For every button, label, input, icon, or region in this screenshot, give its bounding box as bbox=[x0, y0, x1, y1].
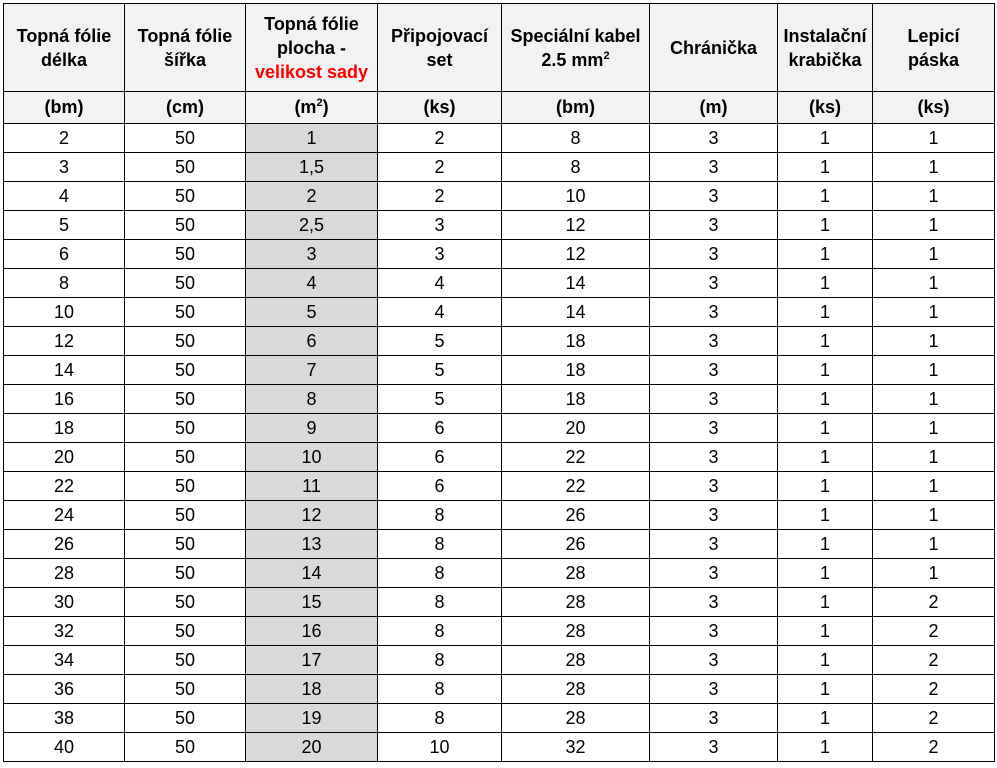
cell-foil-area: 10 bbox=[246, 443, 378, 472]
cell-foil-area: 7 bbox=[246, 356, 378, 385]
kit-specification-table bbox=[3, 3, 995, 762]
cell-foil-width: 50 bbox=[125, 704, 246, 733]
header-foil-length bbox=[4, 4, 125, 92]
cell-conduit: 3 bbox=[650, 182, 778, 211]
header-installation-box-line2: krabička bbox=[788, 49, 862, 70]
cell-installation-box: 1 bbox=[778, 646, 873, 675]
cell-adhesive-tape: 1 bbox=[873, 356, 995, 385]
cell-adhesive-tape: 1 bbox=[873, 472, 995, 501]
cell-foil-width: 50 bbox=[125, 211, 246, 240]
header-conduit bbox=[650, 4, 778, 92]
cell-foil-area: 4 bbox=[246, 269, 378, 298]
cell-special-cable: 28 bbox=[502, 617, 650, 646]
cell-connection-set: 10 bbox=[378, 733, 502, 762]
cell-foil-area: 20 bbox=[246, 733, 378, 762]
cell-conduit: 3 bbox=[650, 211, 778, 240]
cell-adhesive-tape: 1 bbox=[873, 443, 995, 472]
cell-connection-set: 5 bbox=[378, 327, 502, 356]
cell-connection-set: 3 bbox=[378, 211, 502, 240]
cell-adhesive-tape: 1 bbox=[873, 269, 995, 298]
cell-foil-width: 50 bbox=[125, 385, 246, 414]
cell-special-cable: 26 bbox=[502, 501, 650, 530]
cell-special-cable: 20 bbox=[502, 414, 650, 443]
header-special-cable-line2 bbox=[502, 48, 649, 72]
cell-adhesive-tape: 2 bbox=[873, 617, 995, 646]
cell-foil-length: 3 bbox=[4, 153, 125, 182]
cell-foil-length: 26 bbox=[4, 530, 125, 559]
cell-foil-area: 15 bbox=[246, 588, 378, 617]
cell-foil-length: 4 bbox=[4, 182, 125, 211]
table-row bbox=[4, 182, 995, 211]
cell-conduit: 3 bbox=[650, 153, 778, 182]
cell-conduit: 3 bbox=[650, 588, 778, 617]
cell-conduit: 3 bbox=[650, 443, 778, 472]
cell-conduit: 3 bbox=[650, 559, 778, 588]
header-installation-box-line1: Instalační bbox=[783, 25, 867, 46]
header-foil-area-kit-size: velikost sady bbox=[254, 61, 369, 82]
header-foil-width bbox=[125, 4, 246, 92]
header-foil-length-line2: délka bbox=[40, 49, 88, 70]
table-row bbox=[4, 211, 995, 240]
cell-conduit: 3 bbox=[650, 327, 778, 356]
cell-special-cable: 14 bbox=[502, 298, 650, 327]
cell-connection-set: 5 bbox=[378, 385, 502, 414]
cell-foil-area: 2,5 bbox=[246, 211, 378, 240]
cell-adhesive-tape: 2 bbox=[873, 675, 995, 704]
cell-installation-box: 1 bbox=[778, 327, 873, 356]
table-row bbox=[4, 559, 995, 588]
header-conduit-line1: Chránička bbox=[669, 37, 758, 58]
table-row bbox=[4, 124, 995, 153]
cell-special-cable: 12 bbox=[502, 240, 650, 269]
cell-connection-set: 8 bbox=[378, 588, 502, 617]
header-special-cable bbox=[502, 4, 650, 92]
cell-connection-set: 4 bbox=[378, 298, 502, 327]
cell-foil-area: 9 bbox=[246, 414, 378, 443]
cell-installation-box: 1 bbox=[778, 298, 873, 327]
cell-installation-box: 1 bbox=[778, 182, 873, 211]
cell-adhesive-tape: 1 bbox=[873, 153, 995, 182]
cell-special-cable: 8 bbox=[502, 153, 650, 182]
cell-foil-width: 50 bbox=[125, 327, 246, 356]
cell-foil-length: 8 bbox=[4, 269, 125, 298]
cell-foil-width: 50 bbox=[125, 356, 246, 385]
cell-conduit: 3 bbox=[650, 356, 778, 385]
cell-adhesive-tape: 1 bbox=[873, 182, 995, 211]
cell-foil-area: 6 bbox=[246, 327, 378, 356]
cell-adhesive-tape: 1 bbox=[873, 385, 995, 414]
cell-foil-width: 50 bbox=[125, 298, 246, 327]
cell-special-cable: 28 bbox=[502, 559, 650, 588]
cell-connection-set: 4 bbox=[378, 269, 502, 298]
cell-foil-width: 50 bbox=[125, 675, 246, 704]
cell-foil-length: 6 bbox=[4, 240, 125, 269]
table-row bbox=[4, 443, 995, 472]
units-row bbox=[4, 92, 995, 124]
cell-special-cable: 22 bbox=[502, 443, 650, 472]
cell-foil-width: 50 bbox=[125, 588, 246, 617]
unit-foil-area-exponent: 2 bbox=[316, 97, 323, 109]
cell-foil-length: 28 bbox=[4, 559, 125, 588]
cell-connection-set: 6 bbox=[378, 414, 502, 443]
cell-foil-width: 50 bbox=[125, 559, 246, 588]
cell-installation-box: 1 bbox=[778, 733, 873, 762]
cell-foil-area: 13 bbox=[246, 530, 378, 559]
unit-foil-area-base: (m bbox=[294, 97, 317, 117]
header-connection-set-line1: Připojovací bbox=[390, 25, 489, 46]
cell-connection-set: 8 bbox=[378, 646, 502, 675]
cell-adhesive-tape: 2 bbox=[873, 733, 995, 762]
table-row bbox=[4, 327, 995, 356]
cell-special-cable: 18 bbox=[502, 356, 650, 385]
unit-installation-box: (ks) bbox=[778, 92, 873, 124]
cell-foil-width: 50 bbox=[125, 646, 246, 675]
cell-conduit: 3 bbox=[650, 733, 778, 762]
cell-installation-box: 1 bbox=[778, 588, 873, 617]
header-adhesive-tape-line1: Lepicí bbox=[907, 25, 960, 46]
table-row bbox=[4, 501, 995, 530]
cell-foil-length: 30 bbox=[4, 588, 125, 617]
cell-foil-length: 24 bbox=[4, 501, 125, 530]
cell-special-cable: 18 bbox=[502, 385, 650, 414]
cell-installation-box: 1 bbox=[778, 211, 873, 240]
header-special-cable-line1: Speciální kabel bbox=[510, 25, 641, 46]
cell-connection-set: 8 bbox=[378, 501, 502, 530]
table-row bbox=[4, 617, 995, 646]
cell-foil-area: 1,5 bbox=[246, 153, 378, 182]
cell-connection-set: 8 bbox=[378, 559, 502, 588]
cell-installation-box: 1 bbox=[778, 472, 873, 501]
cell-foil-area: 19 bbox=[246, 704, 378, 733]
cell-conduit: 3 bbox=[650, 269, 778, 298]
header-connection-set bbox=[378, 4, 502, 92]
table-header bbox=[4, 4, 995, 124]
cell-installation-box: 1 bbox=[778, 530, 873, 559]
cell-connection-set: 8 bbox=[378, 617, 502, 646]
cell-foil-width: 50 bbox=[125, 443, 246, 472]
cell-connection-set: 6 bbox=[378, 443, 502, 472]
cell-foil-width: 50 bbox=[125, 530, 246, 559]
cell-foil-length: 12 bbox=[4, 327, 125, 356]
cell-special-cable: 26 bbox=[502, 530, 650, 559]
cell-foil-width: 50 bbox=[125, 269, 246, 298]
cell-special-cable: 28 bbox=[502, 675, 650, 704]
cell-conduit: 3 bbox=[650, 617, 778, 646]
cell-foil-area: 11 bbox=[246, 472, 378, 501]
cell-foil-area: 14 bbox=[246, 559, 378, 588]
unit-foil-width: (cm) bbox=[125, 92, 246, 124]
cell-adhesive-tape: 1 bbox=[873, 559, 995, 588]
cell-foil-area: 5 bbox=[246, 298, 378, 327]
header-special-cable-size: 2.5 mm bbox=[541, 49, 604, 70]
table-row bbox=[4, 675, 995, 704]
unit-conduit: (m) bbox=[650, 92, 778, 124]
cell-conduit: 3 bbox=[650, 675, 778, 704]
table-row bbox=[4, 385, 995, 414]
cell-installation-box: 1 bbox=[778, 501, 873, 530]
cell-installation-box: 1 bbox=[778, 559, 873, 588]
table-row bbox=[4, 356, 995, 385]
unit-special-cable: (bm) bbox=[502, 92, 650, 124]
header-adhesive-tape-line2: páska bbox=[907, 49, 960, 70]
header-foil-width-line2: šířka bbox=[163, 49, 207, 70]
cell-foil-area: 8 bbox=[246, 385, 378, 414]
cell-adhesive-tape: 2 bbox=[873, 646, 995, 675]
cell-installation-box: 1 bbox=[778, 704, 873, 733]
cell-special-cable: 18 bbox=[502, 327, 650, 356]
cell-connection-set: 3 bbox=[378, 240, 502, 269]
cell-installation-box: 1 bbox=[778, 443, 873, 472]
cell-conduit: 3 bbox=[650, 298, 778, 327]
cell-special-cable: 28 bbox=[502, 646, 650, 675]
cell-foil-width: 50 bbox=[125, 124, 246, 153]
cell-adhesive-tape: 1 bbox=[873, 240, 995, 269]
cell-foil-width: 50 bbox=[125, 501, 246, 530]
cell-foil-area: 18 bbox=[246, 675, 378, 704]
cell-foil-length: 14 bbox=[4, 356, 125, 385]
cell-special-cable: 8 bbox=[502, 124, 650, 153]
header-foil-width-line1: Topná fólie bbox=[137, 25, 233, 46]
table-row bbox=[4, 240, 995, 269]
table-row bbox=[4, 414, 995, 443]
header-foil-area bbox=[246, 4, 378, 92]
cell-installation-box: 1 bbox=[778, 153, 873, 182]
cell-foil-area: 16 bbox=[246, 617, 378, 646]
unit-foil-area-close: ) bbox=[322, 97, 329, 117]
cell-conduit: 3 bbox=[650, 414, 778, 443]
cell-foil-length: 18 bbox=[4, 414, 125, 443]
cell-installation-box: 1 bbox=[778, 356, 873, 385]
cell-installation-box: 1 bbox=[778, 124, 873, 153]
header-foil-length-line1: Topná fólie bbox=[16, 25, 112, 46]
table-row bbox=[4, 298, 995, 327]
cell-adhesive-tape: 1 bbox=[873, 327, 995, 356]
cell-conduit: 3 bbox=[650, 240, 778, 269]
cell-foil-width: 50 bbox=[125, 182, 246, 211]
cell-conduit: 3 bbox=[650, 530, 778, 559]
cell-connection-set: 8 bbox=[378, 675, 502, 704]
unit-foil-length: (bm) bbox=[4, 92, 125, 124]
cell-foil-length: 38 bbox=[4, 704, 125, 733]
cell-conduit: 3 bbox=[650, 472, 778, 501]
unit-foil-area bbox=[246, 92, 378, 124]
cell-foil-length: 20 bbox=[4, 443, 125, 472]
cell-connection-set: 8 bbox=[378, 530, 502, 559]
cell-special-cable: 22 bbox=[502, 472, 650, 501]
table-row bbox=[4, 646, 995, 675]
cell-adhesive-tape: 1 bbox=[873, 298, 995, 327]
cell-foil-length: 2 bbox=[4, 124, 125, 153]
cell-foil-length: 10 bbox=[4, 298, 125, 327]
cell-adhesive-tape: 1 bbox=[873, 501, 995, 530]
cell-conduit: 3 bbox=[650, 385, 778, 414]
header-foil-area-line1: Topná fólie bbox=[264, 13, 359, 34]
cell-installation-box: 1 bbox=[778, 269, 873, 298]
cell-foil-width: 50 bbox=[125, 733, 246, 762]
cell-connection-set: 8 bbox=[378, 704, 502, 733]
cell-special-cable: 10 bbox=[502, 182, 650, 211]
header-foil-area-line2: plocha - bbox=[276, 37, 346, 58]
cell-foil-area: 2 bbox=[246, 182, 378, 211]
cell-installation-box: 1 bbox=[778, 617, 873, 646]
cell-foil-width: 50 bbox=[125, 414, 246, 443]
cell-conduit: 3 bbox=[650, 501, 778, 530]
cell-foil-area: 17 bbox=[246, 646, 378, 675]
table-row bbox=[4, 704, 995, 733]
header-adhesive-tape bbox=[873, 4, 995, 92]
cell-installation-box: 1 bbox=[778, 414, 873, 443]
cell-special-cable: 12 bbox=[502, 211, 650, 240]
cell-foil-area: 3 bbox=[246, 240, 378, 269]
cell-adhesive-tape: 2 bbox=[873, 588, 995, 617]
cell-foil-width: 50 bbox=[125, 240, 246, 269]
cell-connection-set: 6 bbox=[378, 472, 502, 501]
cell-adhesive-tape: 1 bbox=[873, 530, 995, 559]
cell-foil-width: 50 bbox=[125, 153, 246, 182]
cell-foil-width: 50 bbox=[125, 472, 246, 501]
table-row bbox=[4, 153, 995, 182]
cell-connection-set: 5 bbox=[378, 356, 502, 385]
cell-connection-set: 2 bbox=[378, 182, 502, 211]
table-row bbox=[4, 588, 995, 617]
cell-adhesive-tape: 1 bbox=[873, 124, 995, 153]
cell-special-cable: 28 bbox=[502, 588, 650, 617]
table-row bbox=[4, 530, 995, 559]
header-special-cable-exponent: 2 bbox=[603, 49, 610, 62]
header-connection-set-line2: set bbox=[426, 49, 453, 70]
unit-adhesive-tape: (ks) bbox=[873, 92, 995, 124]
unit-connection-set: (ks) bbox=[378, 92, 502, 124]
table-body bbox=[4, 124, 995, 762]
cell-connection-set: 2 bbox=[378, 153, 502, 182]
table-row bbox=[4, 269, 995, 298]
cell-foil-width: 50 bbox=[125, 617, 246, 646]
table-row bbox=[4, 472, 995, 501]
cell-special-cable: 28 bbox=[502, 704, 650, 733]
cell-special-cable: 14 bbox=[502, 269, 650, 298]
cell-foil-area: 12 bbox=[246, 501, 378, 530]
header-installation-box bbox=[778, 4, 873, 92]
cell-special-cable: 32 bbox=[502, 733, 650, 762]
cell-conduit: 3 bbox=[650, 704, 778, 733]
cell-foil-length: 22 bbox=[4, 472, 125, 501]
cell-installation-box: 1 bbox=[778, 675, 873, 704]
cell-foil-length: 34 bbox=[4, 646, 125, 675]
cell-foil-length: 16 bbox=[4, 385, 125, 414]
cell-foil-length: 40 bbox=[4, 733, 125, 762]
cell-installation-box: 1 bbox=[778, 385, 873, 414]
cell-adhesive-tape: 2 bbox=[873, 704, 995, 733]
cell-foil-area: 1 bbox=[246, 124, 378, 153]
cell-foil-length: 32 bbox=[4, 617, 125, 646]
cell-foil-length: 36 bbox=[4, 675, 125, 704]
cell-conduit: 3 bbox=[650, 124, 778, 153]
cell-foil-length: 5 bbox=[4, 211, 125, 240]
header-row bbox=[4, 4, 995, 92]
table-row bbox=[4, 733, 995, 762]
cell-installation-box: 1 bbox=[778, 240, 873, 269]
cell-adhesive-tape: 1 bbox=[873, 211, 995, 240]
cell-conduit: 3 bbox=[650, 646, 778, 675]
cell-adhesive-tape: 1 bbox=[873, 414, 995, 443]
cell-connection-set: 2 bbox=[378, 124, 502, 153]
